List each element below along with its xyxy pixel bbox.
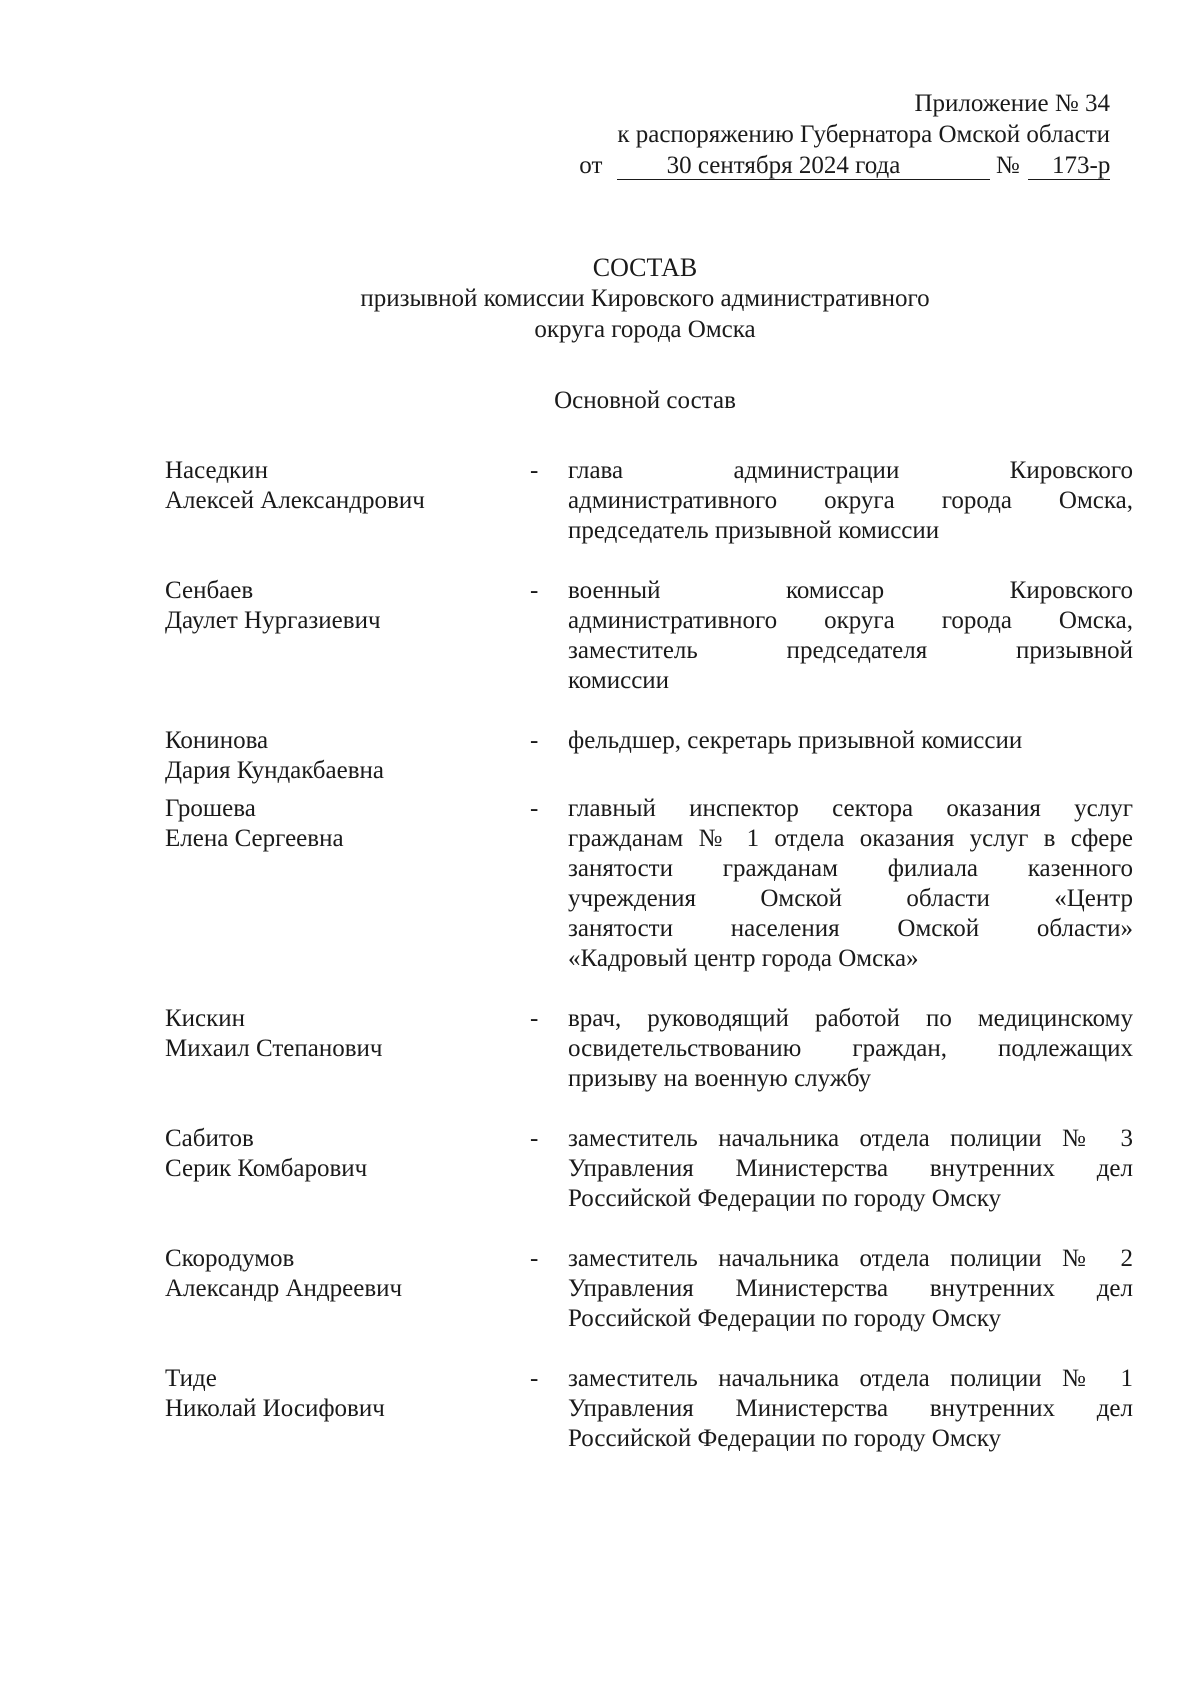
member-position-line: Управления Министерства внутренних дел <box>568 1155 1133 1182</box>
title-main: СОСТАВ <box>592 253 698 282</box>
member-dash: - <box>530 1365 539 1392</box>
member-position-line: гражданам № 1 отдела оказания услуг в сфере <box>568 825 1133 852</box>
member-position-line: Российской Федерации по городу Омску <box>568 1305 1002 1332</box>
member-position <box>568 726 1133 756</box>
member-position-line: врач, руководящий работой по медицинскому <box>568 1005 1133 1032</box>
member-position-line: комиссии <box>568 667 670 694</box>
member-dash: - <box>530 727 539 754</box>
member-position-line: фельдшер, секретарь призывной комиссии <box>568 727 1023 754</box>
member-surname: Сенбаев <box>165 577 254 604</box>
number-label: № <box>995 152 1020 179</box>
member-name <box>165 1244 525 1304</box>
member-name <box>165 726 525 786</box>
member-position <box>568 576 1133 696</box>
from-label: от <box>579 152 603 179</box>
member-given-names: Дария Кундакбаевна <box>165 757 384 784</box>
member-entry <box>165 1004 1135 1124</box>
member-dash: - <box>530 457 539 484</box>
member-position-line: освидетельствованию граждан, подлежащих <box>568 1035 1133 1062</box>
member-position-line: занятости гражданам филиала казенного <box>568 855 1133 882</box>
member-given-names: Михаил Степанович <box>165 1035 383 1062</box>
member-position <box>568 1004 1133 1094</box>
member-given-names: Александр Андреевич <box>165 1275 403 1302</box>
member-entry <box>165 576 1135 726</box>
member-dash: - <box>530 1005 539 1032</box>
member-entry <box>165 1364 1135 1484</box>
member-position-line: Управления Министерства внутренних дел <box>568 1275 1133 1302</box>
appendix-date-line <box>490 150 1110 181</box>
member-position-line: Российской Федерации по городу Омску <box>568 1425 1002 1452</box>
member-given-names: Николай Иосифович <box>165 1395 385 1422</box>
order-date: 30 сентября 2024 года <box>617 153 990 180</box>
member-position-line: Управления Министерства внутренних дел <box>568 1395 1133 1422</box>
member-name <box>165 1124 525 1184</box>
member-position-line: учреждения Омской области «Центр <box>568 885 1133 912</box>
member-name <box>165 1364 525 1424</box>
member-given-names: Серик Комбарович <box>165 1155 368 1182</box>
member-surname: Конинова <box>165 727 269 754</box>
order-number: 173-р <box>1028 153 1110 180</box>
member-position <box>568 1124 1133 1214</box>
member-entry <box>165 1244 1135 1364</box>
member-name <box>165 576 525 636</box>
member-position-line: председатель призывной комиссии <box>568 517 940 544</box>
member-surname: Грошева <box>165 795 256 822</box>
member-position-line: глава администрации Кировского <box>568 457 1133 484</box>
member-name <box>165 794 525 854</box>
member-position-line: «Кадровый центр города Омска» <box>568 945 919 972</box>
member-position <box>568 1364 1133 1454</box>
member-entry <box>165 794 1135 1004</box>
document-title <box>0 252 1200 345</box>
member-position-line: призыву на военную службу <box>568 1065 872 1092</box>
member-dash: - <box>530 1245 539 1272</box>
title-line-2: округа города Омска <box>534 316 756 343</box>
member-dash: - <box>530 577 539 604</box>
member-surname: Тиде <box>165 1365 217 1392</box>
member-surname: Кискин <box>165 1005 246 1032</box>
member-position-line: заместитель начальника отдела полиции № 1 <box>568 1365 1133 1392</box>
appendix-order-reference: к распоряжению Губернатора Омской области <box>617 121 1110 148</box>
member-name <box>165 456 525 516</box>
member-dash: - <box>530 795 539 822</box>
member-position-line: занятости населения Омской области» <box>568 915 1133 942</box>
title-line-1: призывной комиссии Кировского административного <box>360 285 930 312</box>
member-position <box>568 1244 1133 1334</box>
member-surname: Сабитов <box>165 1125 254 1152</box>
appendix-number: Приложение № 34 <box>914 90 1110 117</box>
member-position-line: административного округа города Омска, <box>568 607 1133 634</box>
member-entry <box>165 456 1135 576</box>
member-surname: Скородумов <box>165 1245 295 1272</box>
member-position-line: военный комиссар Кировского <box>568 577 1133 604</box>
member-position-line: административного округа города Омска, <box>568 487 1133 514</box>
member-dash: - <box>530 1125 539 1152</box>
member-position-line: Российской Федерации по городу Омску <box>568 1185 1002 1212</box>
member-position-line: заместитель начальника отдела полиции № 2 <box>568 1245 1133 1272</box>
member-position <box>568 794 1133 974</box>
member-position-line: главный инспектор сектора оказания услуг <box>568 795 1133 822</box>
member-name <box>165 1004 525 1064</box>
member-given-names: Елена Сергеевна <box>165 825 344 852</box>
member-surname: Наседкин <box>165 457 268 484</box>
section-heading: Основной состав <box>554 387 736 414</box>
member-position-line: заместитель начальника отдела полиции № 3 <box>568 1125 1133 1152</box>
member-position <box>568 456 1133 546</box>
member-position-line: заместитель председателя призывной <box>568 637 1133 664</box>
appendix-header <box>490 88 1110 181</box>
member-given-names: Даулет Нургазиевич <box>165 607 381 634</box>
member-entry <box>165 726 1135 794</box>
member-entry <box>165 1124 1135 1244</box>
member-given-names: Алексей Александрович <box>165 487 425 514</box>
